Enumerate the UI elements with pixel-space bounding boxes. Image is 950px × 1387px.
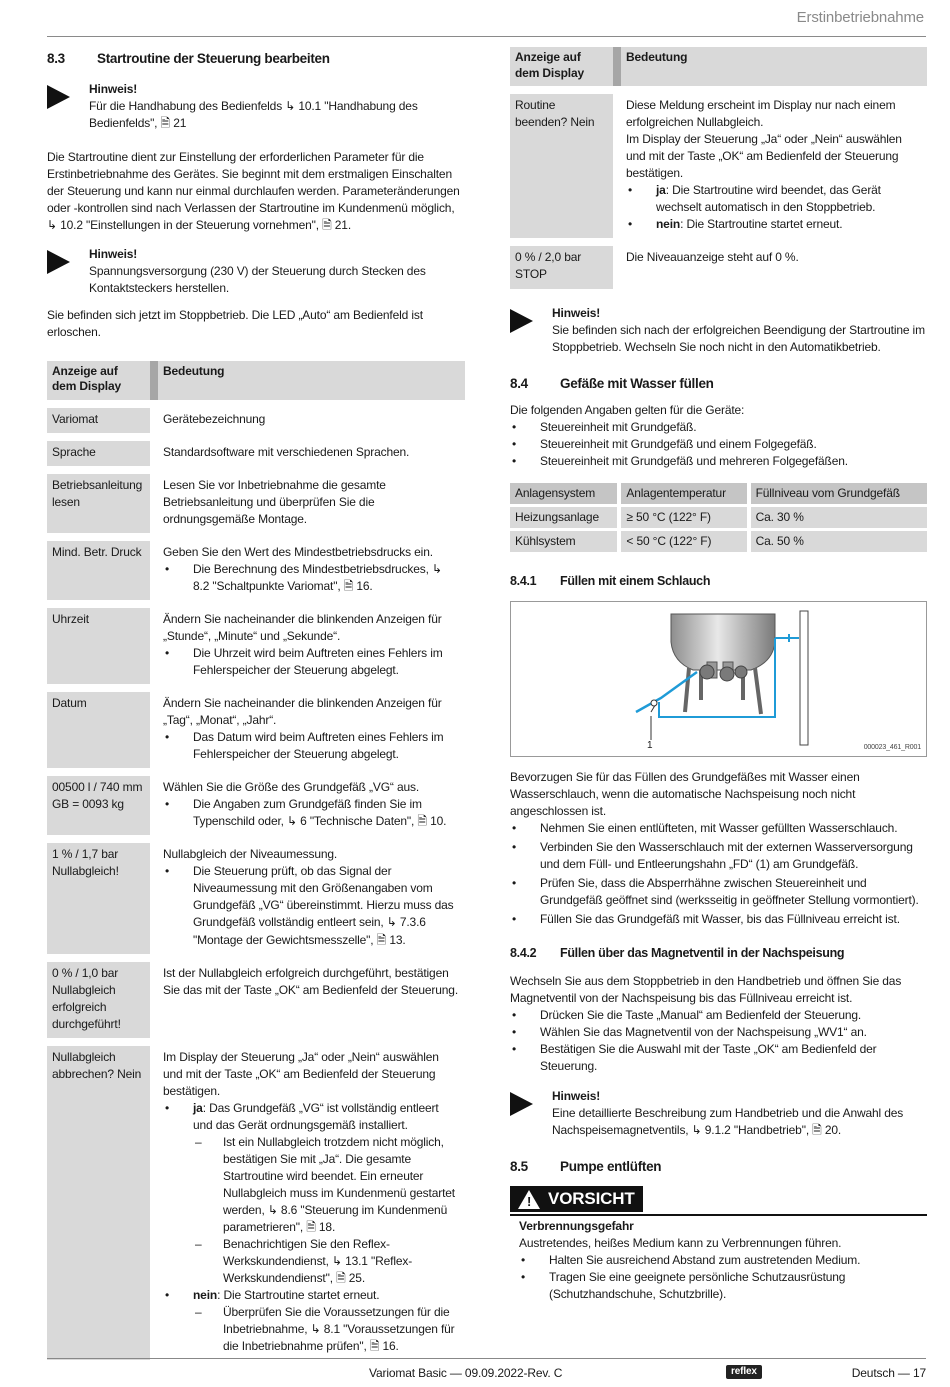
table-cell-value	[158, 541, 465, 600]
warning-label	[510, 1186, 643, 1212]
play-arrow-icon	[510, 305, 552, 356]
warning-body	[510, 1214, 927, 1303]
table-row	[47, 776, 465, 835]
table-header-row	[47, 361, 465, 400]
warning-block	[510, 1186, 927, 1303]
table-cell-key: 0 % / 2,0 bar STOP	[510, 246, 613, 288]
table-header-cell: Bedeutung	[158, 361, 465, 400]
cell-text: Ändern Sie nacheinander die blinkenden Anzeigen für „Tag“, „Monat“, „Jahr“.	[163, 696, 442, 728]
play-arrow-icon	[510, 1088, 552, 1139]
table-row	[47, 692, 465, 768]
table-header-cell: Anzeige auf dem Display	[510, 47, 613, 86]
hazard-title: Verbrennungsgefahr	[519, 1218, 634, 1233]
section-title: Startroutine der Steuerung bearbeiten	[97, 51, 330, 66]
table-cell-value	[158, 608, 465, 684]
section-number: 8.5	[510, 1159, 528, 1175]
play-arrow-icon	[47, 246, 89, 297]
footer-document: Variomat Basic — 09.09.2022-Rev. C	[369, 1366, 563, 1380]
step-list	[510, 820, 927, 928]
note-text[interactable]: Eine detaillierte Beschreibung zum Handbetrieb und die Anwahl des Nachspeisemagnetventils, ↳ 9.1.2 "Handbetrieb", 🗎 20.	[552, 1105, 904, 1137]
section-number: 8.4.2	[510, 946, 537, 960]
list-item: • Steuereinheit mit Grundgefäß und mehreren Folgegefäßen.	[510, 453, 927, 470]
list-item: • Nehmen Sie einen entlüfteten, mit Wasser gefüllten Wasserschlauch.	[510, 820, 927, 837]
hazard-text: Austretendes, heißes Medium kann zu Verbrennungen führen.	[519, 1235, 842, 1250]
table-cell: Heizungsanlage	[510, 507, 617, 528]
table-cell-key: 1 % / 1,7 bar Nullabgleich!	[47, 843, 150, 953]
list-item: • Bestätigen Sie die Auswahl mit der Taste „OK“ am Bedienfeld der Steuerung.	[510, 1041, 927, 1075]
table-cell-value: Standardsoftware mit verschiedenen Sprachen.	[163, 444, 410, 459]
section-paragraph: Wechseln Sie aus dem Stoppbetrieb in den Handbetrieb und öffnen Sie das Magnetventil von der Nachspeisung bis das Füllniveau erreicht ist.	[510, 973, 902, 1005]
page-footer	[47, 1358, 926, 1380]
bullet-item	[163, 1100, 459, 1287]
note-box	[510, 305, 927, 356]
section-title: Füllen mit einem Schlauch	[560, 573, 711, 588]
list-item: • Füllen Sie das Grundgefäß mit Wasser, bis das Füllniveau erreicht ist.	[510, 911, 927, 928]
fill-level-table	[506, 480, 931, 555]
display-table	[47, 353, 465, 1369]
table-cell: ≥ 50 °C (122° F)	[621, 507, 746, 528]
cell-text: Ändern Sie nacheinander die blinkenden Anzeigen für „Stunde“, „Minute“ und „Sekunde“.	[163, 612, 442, 644]
reflex-logo: reflex	[726, 1365, 762, 1379]
cell-text: Geben Sie den Wert des Mindestbetriebsdrucks ein.	[163, 544, 433, 559]
table-cell-value	[158, 776, 465, 835]
option-text: : Die Startroutine startet erneut.	[217, 1288, 380, 1303]
header-title: Erstinbetriebnahme	[796, 9, 924, 26]
bullet-item: • Die Uhrzeit wird beim Auftreten eines Fehlers im Fehlerspeicher der Steuerung abgelegt.	[163, 645, 459, 679]
table-row	[47, 608, 465, 684]
note-title: Hinweis!	[552, 1088, 601, 1103]
note-box	[47, 81, 465, 132]
table-cell-key: Routine beenden? Nein	[510, 94, 613, 238]
section-title: Gefäße mit Wasser füllen	[560, 375, 714, 391]
cell-text: Wählen Sie die Größe des Grundgefäß „VG“ aus.	[163, 780, 420, 795]
section-8-4-heading	[510, 374, 927, 393]
section-paragraph: Bevorzugen Sie für das Füllen des Grundgefäßes mit Wasser einen Wasserschlauch, wenn die automatische Nachspeisung noch nicht angeschlossen ist.	[510, 769, 860, 818]
table-cell-value: Gerätebezeichnung	[163, 411, 266, 426]
cell-text: Diese Meldung erscheint im Display nur nach einem erfolgreichen Nullabgleich.	[626, 98, 896, 130]
cell-text: Im Display der Steuerung „Ja“ oder „Nein“ auswählen und mit der Taste „OK“ am Bedienfeld der Steuerung bestätigen.	[163, 1049, 439, 1098]
warning-triangle-icon	[518, 1190, 540, 1209]
vessel-diagram	[511, 602, 927, 757]
table-header-row	[510, 47, 927, 86]
table-cell: Ca. 30 %	[751, 507, 927, 528]
option-text: : Die Startroutine wird beendet, das Gerät wechselt automatisch in den Stoppbetrieb.	[656, 183, 881, 215]
dash-item[interactable]: – Ist ein Nullabgleich trotzdem nicht möglich, bestätigen Sie mit „Ja“. Die gesamte Startroutine wird beendet. Ein erneuter Nullabgleich muss im Kundenmenü gestartet werden, ↳ 8.6 "Steuerung im Kundenmenü parametrieren", 🗎 18.	[193, 1134, 459, 1236]
table-header-cell: Anlagentemperatur	[621, 483, 746, 504]
section-number: 8.4	[510, 375, 528, 391]
section-title: Füllen über das Magnetventil in der Nachspeisung	[560, 946, 845, 960]
table-cell-key: Variomat	[47, 408, 150, 433]
table-header-row	[510, 483, 927, 504]
section-number: 8.4.1	[510, 573, 537, 588]
section-8-4-1-heading	[510, 573, 927, 591]
play-arrow-icon	[47, 81, 89, 132]
bullet-item	[163, 1287, 459, 1355]
table-header-cell: Anlagensystem	[510, 483, 617, 504]
table-cell-value: Die Niveauanzeige steht auf 0 %.	[621, 246, 927, 288]
table-row	[510, 507, 927, 528]
table-header-cell: Anzeige auf dem Display	[47, 361, 150, 400]
table-row	[47, 1046, 465, 1361]
intro-paragraph: Die Startroutine dient zur Einstellung der erforderlichen Parameter für die Erstinbetriebnahme des Gerätes. Sie beginnt mit dem erstmaligen Einschalten der Steuerung und kann nur einmal durchlaufen werden. Parameteränderungen oder -kontrollen sind nach Verlassen der Startroutine im Kundenmenü möglich, ↳ 10.2 "Einstellungen in der Steuerung vornehmen", 🗎 21.	[47, 150, 460, 233]
list-item: • Drücken Sie die Taste „Manual“ am Bedienfeld der Steuerung.	[510, 1007, 927, 1024]
section-number: 8.3	[47, 51, 65, 66]
table-cell-value	[158, 1046, 465, 1361]
section-8-5-heading	[510, 1157, 927, 1176]
option-text: : Die Startroutine startet erneut.	[680, 217, 843, 232]
table-cell-key: Betriebsanleitung lesen	[47, 474, 150, 533]
left-column	[47, 47, 465, 1360]
cell-text: Nullabgleich der Niveaumessung.	[163, 847, 338, 862]
list-item: • Wählen Sie das Magnetventil von der Nachspeisung „WV1“ an.	[510, 1024, 927, 1041]
bullet-item[interactable]: • Die Angaben zum Grundgefäß finden Sie im Typenschild oder, ↳ 6 "Technische Daten", 🗎 10.	[163, 796, 459, 830]
note-text: Sie befinden sich nach der erfolgreichen Beendigung der Startroutine im Stoppbetrieb. Wechseln Sie noch nicht in den Automatikbetrieb.	[552, 322, 925, 354]
table-header-cell: Füllniveau vom Grundgefäß	[751, 483, 927, 504]
table-cell-key: Uhrzeit	[47, 608, 150, 684]
table-cell: Kühlsystem	[510, 531, 617, 552]
footer-page-number: Deutsch — 17	[851, 1366, 926, 1380]
device-list	[510, 419, 927, 470]
list-item: • Steuereinheit mit Grundgefäß und einem Folgegefäß.	[510, 436, 927, 453]
table-cell-value	[158, 843, 465, 953]
status-paragraph: Sie befinden sich jetzt im Stoppbetrieb. Die LED „Auto“ am Bedienfeld ist erloschen.	[47, 307, 423, 339]
step-list	[510, 1007, 927, 1075]
table-cell-value: Lesen Sie vor Inbetriebnahme die gesamte Betriebsanleitung und überprüfen Sie die ordnungsgemäße Montage.	[163, 477, 386, 526]
table-row	[47, 474, 465, 533]
option-nein: nein	[193, 1288, 218, 1303]
table-cell: Ca. 50 %	[751, 531, 927, 552]
option-nein: nein	[656, 217, 681, 232]
table-cell-key: Nullabgleich abbrechen? Nein	[47, 1046, 150, 1361]
right-column	[510, 47, 927, 1303]
bullet-item	[626, 182, 921, 216]
bullet-item[interactable]: • Die Steuerung prüft, ob das Signal der Niveaumessung mit den Größenangaben vom Grundgefäß „VG“ übereinstimmt. Hierzu muss das Grundgefäß vollständig entleert sein, ↳ 7.3.6 "Montage der Gewichtsmesszelle", 🗎 13.	[163, 863, 459, 948]
list-item: • Prüfen Sie, dass die Absperrhähne zwischen Steuereinheit und Grundgefäß geöffnet sind (werksseitig in geöffneter Stellung vormontiert).	[510, 875, 927, 909]
table-cell-key: Datum	[47, 692, 150, 768]
option-ja: ja	[656, 183, 666, 198]
list-item: • Steuereinheit mit Grundgefäß.	[510, 419, 927, 436]
table-row	[510, 94, 927, 238]
table-row	[47, 541, 465, 600]
section-8-3-heading	[47, 49, 465, 68]
figure-callout-label: 1	[647, 739, 653, 751]
table-row	[47, 408, 465, 433]
section-8-4-2-heading	[510, 945, 927, 963]
table-cell-key: 0 % / 1,0 bar Nullabgleich erfolgreich durchgeführt!	[47, 962, 150, 1038]
note-title: Hinweis!	[552, 305, 601, 320]
section-title: Pumpe entlüften	[560, 1159, 662, 1175]
table-cell-value	[621, 94, 927, 238]
warning-symbol: !	[527, 1193, 532, 1209]
display-table-continued	[510, 39, 927, 297]
list-item: • Tragen Sie eine geeignete persönliche Schutzausrüstung (Schutzhandschuhe, Schutzbrille).	[519, 1269, 927, 1303]
table-cell: < 50 °C (122° F)	[621, 531, 746, 552]
page-header	[47, 0, 926, 37]
table-cell-value: Ist der Nullabgleich erfolgreich durchgeführt, bestätigen Sie das mit der Taste „OK“ am Bedienfeld der Steuerung.	[163, 965, 459, 997]
table-cell-key: Sprache	[47, 441, 150, 466]
table-row	[47, 843, 465, 953]
note-text: Spannungsversorgung (230 V) der Steuerung durch Stecken des Kontaktsteckers herstellen.	[89, 264, 426, 296]
option-text: : Das Grundgefäß „VG“ ist vollständig entleert und das Gerät ordnungsgemäß installiert.	[193, 1100, 439, 1132]
figure-code: 000023_461_R001	[863, 743, 921, 751]
table-row	[47, 962, 465, 1038]
table-header-cell: Bedeutung	[621, 47, 927, 86]
hose-filling-figure	[510, 601, 927, 757]
note-title: Hinweis!	[89, 247, 138, 262]
table-row	[510, 246, 927, 288]
cell-text: Im Display der Steuerung „Ja“ oder „Nein“ auswählen und mit der Taste „OK“ am Bedienfeld der Steuerung bestätigen.	[626, 132, 902, 181]
table-cell-key: 00500 l / 740 mm GB = 0093 kg	[47, 776, 150, 835]
option-ja: ja	[193, 1100, 203, 1115]
note-text[interactable]: Für die Handhabung des Bedienfelds ↳ 10.1 "Handhabung des Bedienfelds", 🗎 21	[89, 99, 418, 131]
note-box	[510, 1088, 927, 1139]
bullet-item: • Das Datum wird beim Auftreten eines Fehlers im Fehlerspeicher der Steuerung abgelegt.	[163, 729, 459, 763]
dash-item[interactable]: – Benachrichtigen Sie den Reflex-Werkskundendienst, ↳ 13.1 "Reflex-Werkskundendienst", 🗎 25.	[193, 1236, 459, 1287]
list-item: • Halten Sie ausreichend Abstand zum austretenden Medium.	[519, 1252, 927, 1269]
dash-item[interactable]: – Überprüfen Sie die Voraussetzungen für die Inbetriebnahme, ↳ 8.1 "Voraussetzungen für die Inbetriebnahme prüfen", 🗎 16.	[193, 1304, 459, 1355]
note-title: Hinweis!	[89, 82, 138, 97]
table-row	[47, 441, 465, 466]
table-cell-key: Mind. Betr. Druck	[47, 541, 150, 600]
table-cell-value	[158, 692, 465, 768]
list-item: • Verbinden Sie den Wasserschlauch mit der externen Wasserversorgung und dem Füll- und Entleerungshahn „FD“ (1) am Grundgefäß.	[510, 839, 927, 873]
section-intro: Die folgenden Angaben gelten für die Geräte:	[510, 402, 745, 417]
warning-text: VORSICHT	[548, 1189, 635, 1209]
note-box	[47, 246, 465, 297]
bullet-item	[626, 216, 921, 233]
bullet-item[interactable]: • Die Berechnung des Mindestbetriebsdruckes, ↳ 8.2 "Schaltpunkte Variomat", 🗎 16.	[163, 561, 459, 595]
table-row	[510, 531, 927, 552]
